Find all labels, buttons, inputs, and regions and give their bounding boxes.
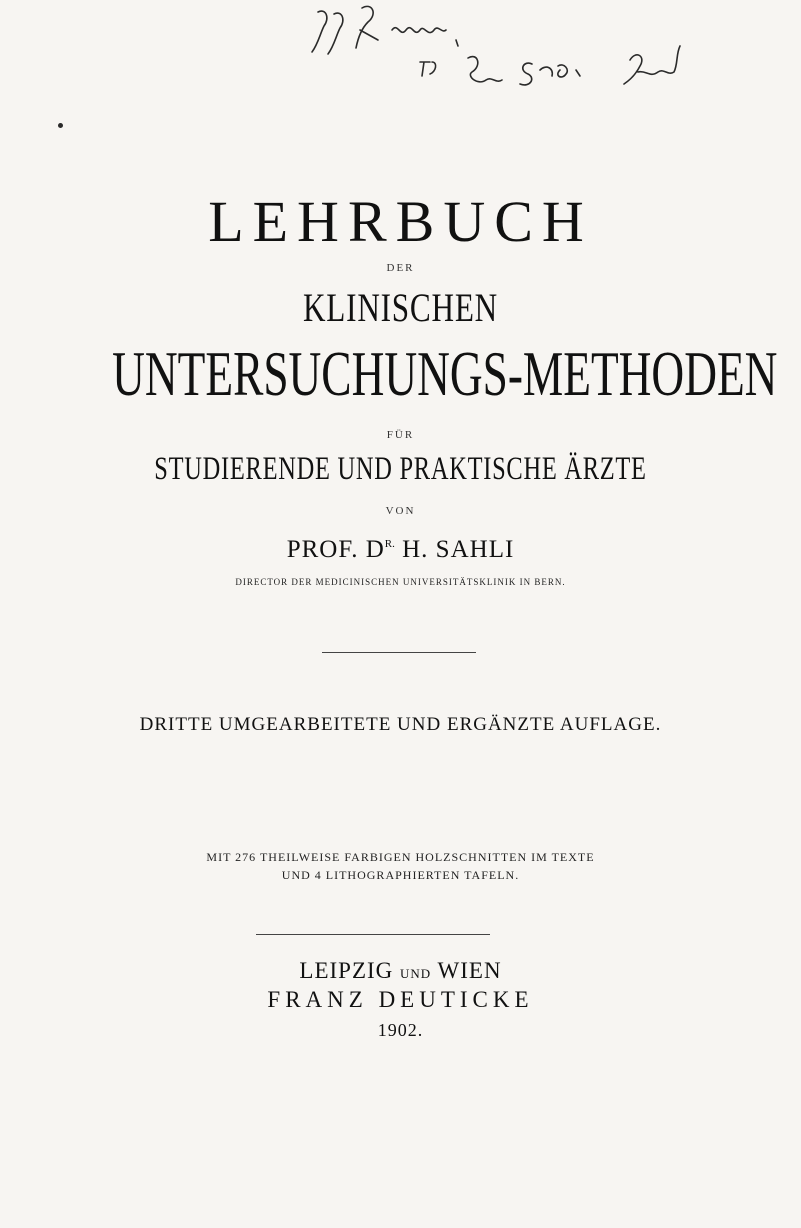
- author-position: DIRECTOR DER MEDICINISCHEN UNIVERSITÄTSKLINIK IN BERN.: [235, 577, 566, 587]
- publisher-name: FRANZ DEUTICKE: [267, 987, 534, 1012]
- title-audience: STUDIERENDE UND PRAKTISCHE ÄRZTE: [154, 451, 647, 487]
- illustrations-line-1: MIT 276 THEILWEISE FARBIGEN HOLZSCHNITTEN IM TEXTE: [206, 850, 595, 864]
- ink-spot: [58, 123, 63, 128]
- edition-statement: DRITTE UMGEARBEITETE UND ERGÄNZTE AUFLAGE.: [139, 714, 662, 735]
- title-untersuchungs-methoden: UNTERSUCHUNGS-METHODEN: [112, 339, 778, 409]
- title-von: VON: [385, 505, 416, 517]
- book-title: LEHRBUCH: [208, 189, 593, 254]
- divider-rule: [322, 652, 476, 653]
- publication-year: 1902.: [377, 1020, 424, 1040]
- author-name: PROF. $D^{R.}$ H. SAHLI: [286, 536, 515, 563]
- illustrations-line-2: UND 4 LITHOGRAPHIERTEN TAFELN.: [281, 868, 520, 882]
- title-klinischen: KLINISCHEN: [303, 285, 498, 330]
- publisher-cities: LEIPZIG UND WIEN: [299, 958, 502, 983]
- title-der: DER: [386, 262, 415, 274]
- handwritten-annotation: [300, 0, 780, 100]
- divider-rule: [256, 934, 490, 935]
- title-fuer: FÜR: [386, 429, 415, 441]
